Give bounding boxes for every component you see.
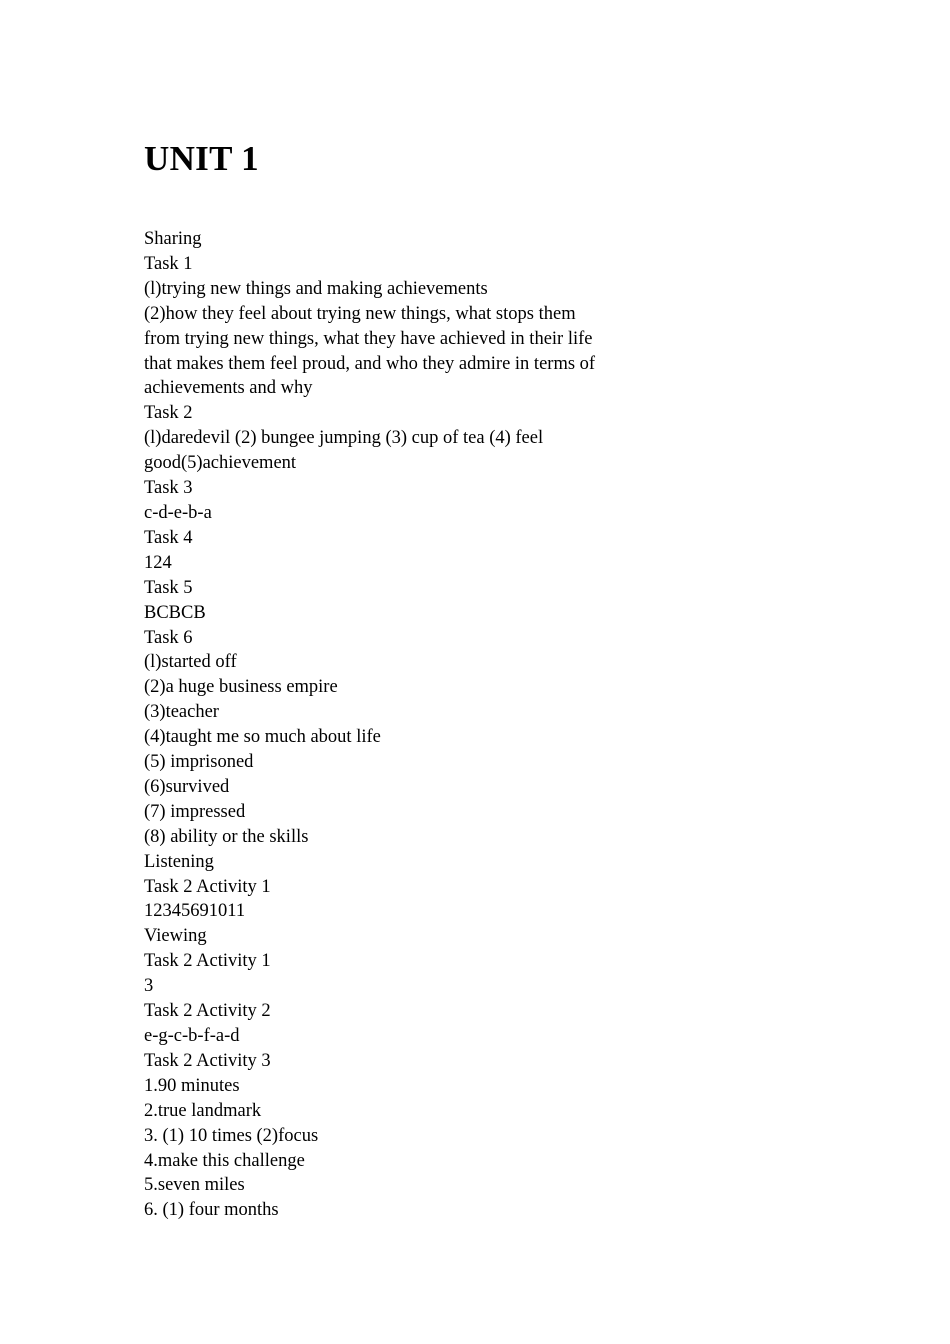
text-line: (8) ability or the skills — [144, 826, 309, 847]
text-line: 3. (1) 10 times (2)focus — [144, 1125, 319, 1146]
text-line: that makes them feel proud, and who they admire in terms of — [144, 353, 596, 374]
text-line: (6)survived — [144, 776, 230, 797]
text-line: Task 3 — [144, 478, 193, 499]
text-line: Task 2 Activity 1 — [144, 876, 271, 897]
text-line: Listening — [144, 851, 214, 872]
text-line: Task 2 Activity 3 — [144, 1050, 271, 1071]
page-title: UNIT 1 — [144, 139, 259, 178]
text-line: (2)how they feel about trying new things, what stops them — [144, 303, 576, 324]
text-line: c-d-e-b-a — [144, 502, 212, 523]
text-line: 2.true landmark — [144, 1100, 262, 1121]
text-line: (l)trying new things and making achievements — [144, 278, 488, 299]
text-line: (l)daredevil (2) bungee jumping (3) cup of tea (4) feel — [144, 428, 544, 449]
text-line: Task 5 — [144, 577, 193, 598]
text-line: 6. (1) four months — [144, 1200, 279, 1221]
text-line: Task 2 Activity 2 — [144, 1001, 271, 1022]
text-line: 124 — [144, 552, 172, 573]
text-line: achievements and why — [144, 378, 313, 399]
text-line: Task 1 — [144, 253, 193, 274]
text-line: (3)teacher — [144, 702, 219, 723]
text-line: Viewing — [144, 926, 207, 947]
text-line: (2)a huge business empire — [144, 677, 338, 698]
text-line: (l)started off — [144, 652, 237, 673]
text-line: 12345691011 — [144, 901, 246, 922]
text-line: 3 — [144, 976, 154, 997]
text-line: (7) impressed — [144, 801, 246, 822]
text-line: 4.make this challenge — [144, 1150, 305, 1171]
text-line: (4)taught me so much about life — [144, 727, 381, 748]
text-line: Task 6 — [144, 627, 193, 648]
text-line: BCBCB — [144, 602, 206, 623]
text-line: 1.90 minutes — [144, 1075, 240, 1096]
text-line: (5) imprisoned — [144, 752, 254, 773]
text-line: e-g-c-b-f-a-d — [144, 1026, 240, 1046]
text-line: from trying new things, what they have achieved in their life — [144, 328, 593, 349]
text-line: Task 4 — [144, 527, 193, 548]
text-line: good(5)achievement — [144, 453, 297, 474]
answer-key-body — [144, 227, 614, 1223]
text-line: Task 2 — [144, 403, 193, 424]
text-line: Task 2 Activity 1 — [144, 951, 271, 972]
text-line: Sharing — [144, 229, 202, 249]
text-line: 5.seven miles — [144, 1175, 245, 1196]
